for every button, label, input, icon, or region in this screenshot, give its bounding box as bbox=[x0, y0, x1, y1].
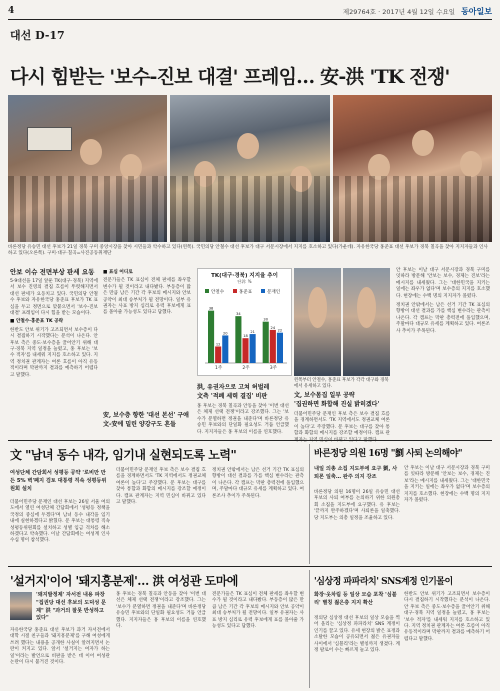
bar-value-1-1: 18 bbox=[243, 334, 248, 339]
story4-deck: '돼지발정제' 자서전 내용 파장 "집권당 대선 후보의 도덕성 문제" 洪 "과거의 잘못 반성하고 있다" bbox=[36, 592, 107, 622]
subhead-b-line1: 洪, 유권자으로 고쳐 허벌레 bbox=[197, 384, 270, 391]
article-col4: 더불어민주당 문재인 후보 측은 보수 결집 흐름을 경계하면서도 'TK 지역에서도 정권교체 여론이 높다'고 주장했다. 문 후보는 대구를 찾아 통합과 화합의 메시지를 강조할 예정이다. 캠프 관 bbox=[294, 412, 390, 437]
story3-headline: 바른정당 의원 16명 "劉 사퇴 논의해야" bbox=[314, 449, 463, 459]
story4-headline: '설거지'이어 '돼지흥분제'… 洪 여성관 도마에 bbox=[10, 574, 238, 588]
divider-v1 bbox=[309, 444, 310, 564]
legend-swatch-2 bbox=[261, 289, 265, 293]
main-article-lead: 5·9대선을 17일 앞둔 TK(대구·경북) 지역에서 보수 진영의 결집 흐름이 뚜렷해지면서 대선 판세가 요동치고 있다. 국민의당 안철수 후보와 자유한국당 홍준표 후보가 TK 표심을 두고 정면으로 맞붙으면서 '보수-진보 대결' 프레임이 다시 힘을 받는 모습이다. bbox=[10, 279, 98, 317]
bar-1-1 bbox=[242, 338, 248, 363]
divider-2 bbox=[8, 566, 492, 567]
bar-value-1-2: 21 bbox=[250, 330, 255, 335]
main-headline: 다시 힘받는 '보수-진보 대결' 프레임… 安-洪 'TK 전쟁' bbox=[10, 66, 450, 88]
bar-2-2 bbox=[277, 333, 283, 363]
bar-2-0 bbox=[263, 322, 269, 363]
bar-value-2-1: 24 bbox=[270, 325, 276, 330]
edition-info: 제29764호 · 2017년 4월 12일 수요일 bbox=[342, 7, 456, 16]
portrait-hong bbox=[343, 268, 390, 376]
article-col5-p1: 안 후보는 이날 대구 서문시장과 경북 구미를 잇따라 방문해 '안보는 보수, 경제는 진보'라는 메시지를 내세웠다. 그는 '대한민국을 지키는 일에는 좌우가 없다'며 보수층의 지지를 호소했다. 현장에는 수백 명의 지지자가 몰렸다. bbox=[396, 268, 490, 299]
story2-body-a: 더불어민주당 문재인 대선 후보는 26일 서울 여의도에서 열린 여성단체 간담회에서 '성평등 정책을 국정의 중심에 두겠다'며 남녀 동수 내각을 임기 내에 실현하겠다고 밝혔다. 문 후보는 대통령 직속 성평등위원회를 설치하고 성별 임금 격차를 해소하겠다고 약속했다. 이날 간담회에는 여성계 인사 수십 명이 참석했다. bbox=[10, 500, 110, 544]
bar-value-0-0: 38 bbox=[208, 306, 214, 311]
divider-1 bbox=[8, 440, 492, 441]
bar-value-1-0: 34 bbox=[236, 312, 241, 317]
top-rule bbox=[8, 19, 492, 20]
campaign-photo-center bbox=[170, 95, 329, 242]
tick-label-2: 3주 bbox=[269, 366, 277, 371]
portrait-photos bbox=[294, 268, 390, 376]
portrait-ahn bbox=[294, 268, 341, 376]
page-number: 4 bbox=[8, 6, 15, 16]
newspaper-brand: 동아일보 bbox=[461, 5, 492, 16]
article-col5 bbox=[396, 268, 490, 438]
portrait-caption: 왼쪽부터 안철수, 홍준표 후보가 각각 대구와 경북에서 유세하고 있다. bbox=[294, 378, 389, 389]
legend-label-1: 홍준표 bbox=[239, 290, 253, 295]
legend-swatch-1 bbox=[233, 289, 237, 293]
subhead-c bbox=[294, 392, 390, 409]
story2-body-b: 더불어민주당 문재인 후보 측은 보수 결집 흐름을 경계하면서도 'TK 지역에서도 정권교체 여론이 높다'고 주장했다. 문 후보는 대구를 찾아 통합과 화합의 메시지를 강조할 예정이다. 캠프 관계자는 지역 민심이 바뀌고 있다고 말했다. bbox=[116, 468, 206, 506]
story2-deck: 여성단체 간담회서 성평등 공약 '로비만 만든 5% 벽'폐지 검토 대통령 직속 성평등위원회 설치 bbox=[10, 470, 107, 492]
legend-label-2: 문재인 bbox=[267, 290, 281, 295]
story4-body-c: 전문가들은 TK 표심이 전체 판세를 좌우할 변수가 될 것이라고 내다봤다. 부동층이 많은 만큼 남은 기간 각 후보의 메시지와 안보 공약이 최대 승부처가 될 전망이다. 일부 유권자는 사표 방지 심리로 유력 후보에게 표를 몰아줄 가능성도 있다고 답했다. bbox=[212, 592, 304, 630]
main-article-col1 bbox=[10, 268, 98, 438]
main-article-title: 안보 이슈 전면부상 판세 요동 bbox=[10, 268, 95, 276]
poll-chart bbox=[197, 268, 292, 376]
main-article-sub1: ■ 안철수·홍준표 TK 공략 bbox=[10, 319, 64, 325]
bar-value-2-0: 30 bbox=[263, 317, 269, 322]
main-article-sub2: ■ 표심 어디로 bbox=[103, 270, 133, 275]
bar-0-2 bbox=[222, 335, 228, 363]
subhead-c-line1: 文, 보수몸집 일부 공략 bbox=[294, 392, 355, 399]
story4-body-b: 홍 후보는 경북 칠곡과 안동을 찾아 '이번 대선은 체제 선택 전쟁'이라고 강조했다. 그는 '보수가 분열하면 정권을 내준다'며 바른정당 유승민 후보와의 단일화 필요성도 거듭 언급했다. 지지자들은 홍 후보의 이름을 연호했다. bbox=[116, 592, 206, 630]
bar-0-1 bbox=[215, 346, 221, 363]
story5-body-b: 한반도 안보 위기가 고조되면서 보수층이 다시 결집하기 시작했다는 분석이 나온다. 안 후보 측은 중도·보수층을 끌어안기 위해 대구·경북 지역 일정을 늘렸고, 홍 후보는 '보수 적자'를 내세워 지지를 호소하고 있다. 지역 정치권 관계자는 여론 흐름이 아직 유동적이라며 막판까지 결과를 예측하기 어렵다고 말했다. bbox=[404, 592, 490, 642]
story2-headline: 文 "남녀 동수 내각, 임기내 실현되도록 노력" bbox=[10, 448, 237, 462]
story5-deck: 화장·옷차림 등 일상 모습 포착 '심블리' 별칭 젊은층 지지 확산 bbox=[314, 592, 397, 606]
chart-plot bbox=[201, 287, 289, 373]
masthead bbox=[8, 5, 492, 17]
story2-body-c: 정치권 안팎에서는 남은 선거 기간 TK 표심의 향방이 대선 결과를 가를 핵심 변수라는 관측이 나온다. 각 캠프는 막판 총력전에 돌입했으며, 주말마다 대규모 유세를 계획하고 있다. 여론조사 추이가 주목된다. bbox=[212, 468, 304, 499]
subhead-b-line2: 文측 '적폐 세력 결집' 비판 bbox=[197, 392, 268, 400]
subhead-c-line2: '집권하면 화합해 진실 밝히겠다' bbox=[294, 400, 380, 408]
story3-body-a: 바른정당 의원 16명이 26일 유승민 대선 후보의 사퇴 여부를 논의하기 위한 의원총회 소집을 지도부에 요구했다. 유 후보는 '끝까지 완주하겠다'며 사퇴론을 일축했다. 당 지도부는 의총 일정을 조율하고 있다. bbox=[314, 490, 400, 521]
bar-1-0 bbox=[235, 316, 241, 363]
subhead-a-line1: 安, 보수층 향한 '대선 본선' 구애 bbox=[103, 412, 189, 419]
bar-1-2 bbox=[250, 334, 256, 363]
main-article-body2: 전문가들은 TK 표심이 전체 판세를 좌우할 변수가 될 것이라고 내다봤다. 부동층이 많은 만큼 남은 기간 각 후보의 메시지와 안보 공약이 최대 승부처가 될 전망이다. 일부 유권자는 사표 방지 심리로 유력 후보에게 표를 몰아줄 가능성도 있다고 답했다. bbox=[103, 278, 191, 316]
article-col5-p2: 정치권 안팎에서는 남은 선거 기간 TK 표심의 향방이 대선 결과를 가를 핵심 변수라는 관측이 나온다. 각 캠프는 막판 총력전에 돌입했으며, 주말마다 대규모 유세를 계획하고 있다. 여론조사 추이가 주목된다. bbox=[396, 303, 490, 334]
chart-title: TK(대구·경북) 지지율 추이 bbox=[211, 273, 278, 279]
tick-label-1: 2주 bbox=[242, 366, 250, 371]
article-col3: 홍 후보는 경북 칠곡과 안동을 찾아 '이번 대선은 체제 선택 전쟁'이라고 강조했다. 그는 '보수가 분열하면 정권을 내준다'며 바른정당 유승민 후보와의 단일화 필요성도 거듭 언급했다. 지지자들은 홍 후보의 이름을 연호했다. bbox=[197, 404, 289, 435]
bar-value-0-2: 20 bbox=[222, 331, 228, 336]
story3-deck: 내일 의총 소집 지도부에 요구 劉, 사퇴론 일축… 완주 의지 강조 bbox=[314, 466, 398, 480]
story5-body-a: 정의당 심상정 대선 후보의 일상 모습을 찍어 올리는 '심상정 파파라치' SNS 계정이 인기를 끌고 있다. 유세 현장의 밝은 표정과 소탈한 모습이 공유되면서 젊은 유권자들 사이에서 '심블리'라는 별칭까지 생겼다. 계정 팔로어 수는 빠르게 늘고 있다. bbox=[314, 616, 400, 654]
subhead-b bbox=[197, 384, 289, 401]
section-label: 대선 D-17 bbox=[10, 29, 65, 42]
story3-body-b: 안 후보는 이날 대구 서문시장과 경북 구미를 잇따라 방문해 '안보는 보수, 경제는 진보'라는 메시지를 내세웠다. 그는 '대한민국을 지키는 일에는 좌우가 없다'며 보수층의 지지를 호소했다. 현장에는 수백 명의 지지자가 몰렸다. bbox=[404, 466, 490, 504]
bar-value-0-1: 12 bbox=[215, 342, 221, 347]
divider-v2 bbox=[309, 570, 310, 688]
campaign-photo-right bbox=[333, 95, 492, 242]
story4-thumb bbox=[10, 592, 32, 620]
legend-swatch-0 bbox=[205, 289, 209, 293]
subhead-a bbox=[103, 412, 193, 429]
campaign-photo-left bbox=[8, 95, 167, 242]
chart-subtitle: 단위: % bbox=[237, 279, 252, 284]
photo-caption: 바른정당 유승민 대선 후보가 21일 경북 구미 중앙시장을 찾아 시민들과 악수하고 있다(왼쪽). 국민의당 안철수 대선 후보가 대구 서문시장에서 지지를 호소하고 있다(가운데). 자유한국당 홍준표 대선 후보가 경북 칠곡을 찾아 지지자들과 인사하고 있다(오른쪽). 구미·대구·칠곡=사진공동취재단 bbox=[8, 245, 488, 256]
bar-0-0 bbox=[208, 311, 214, 363]
story4-body-a: 자유한국당 홍준표 대선 후보가 과거 자서전에서 대학 시절 친구들과 '돼지흥분제'를 구해 여성에게 쓰려 했다는 내용을 공개한 사실이 알려지면서 논란이 커지고 있다. 앞서 '설거지는 여자가 하는 일'이라는 발언으로 비판을 받은 데 이어 여성관 논란이 다시 불거진 것이다. bbox=[10, 628, 110, 666]
story5-headline: '심상정 파파라치' SNS계정 인기몰이 bbox=[314, 577, 453, 587]
photo-strip bbox=[8, 95, 492, 242]
legend-label-0: 안철수 bbox=[211, 290, 225, 295]
main-article-body1: 한반도 안보 위기가 고조되면서 보수층이 다시 결집하기 시작했다는 분석이 나온다. 안 후보 측은 중도·보수층을 끌어안기 위해 대구·경북 지역 일정을 늘렸고, 홍 후보는 '보수 적자'를 내세워 지지를 호소하고 있다. 지역 정치권 관계자는 여론 흐름이 아직 유동적이라며 막판까지 결과를 예측하기 어렵다고 말했다. bbox=[10, 327, 98, 378]
bar-value-2-2: 22 bbox=[277, 328, 283, 333]
bar-2-1 bbox=[270, 330, 276, 363]
subhead-a-line2: 文-安에 밀린 양강구도 흔들 bbox=[103, 420, 176, 428]
tick-label-0: 1주 bbox=[215, 366, 223, 371]
